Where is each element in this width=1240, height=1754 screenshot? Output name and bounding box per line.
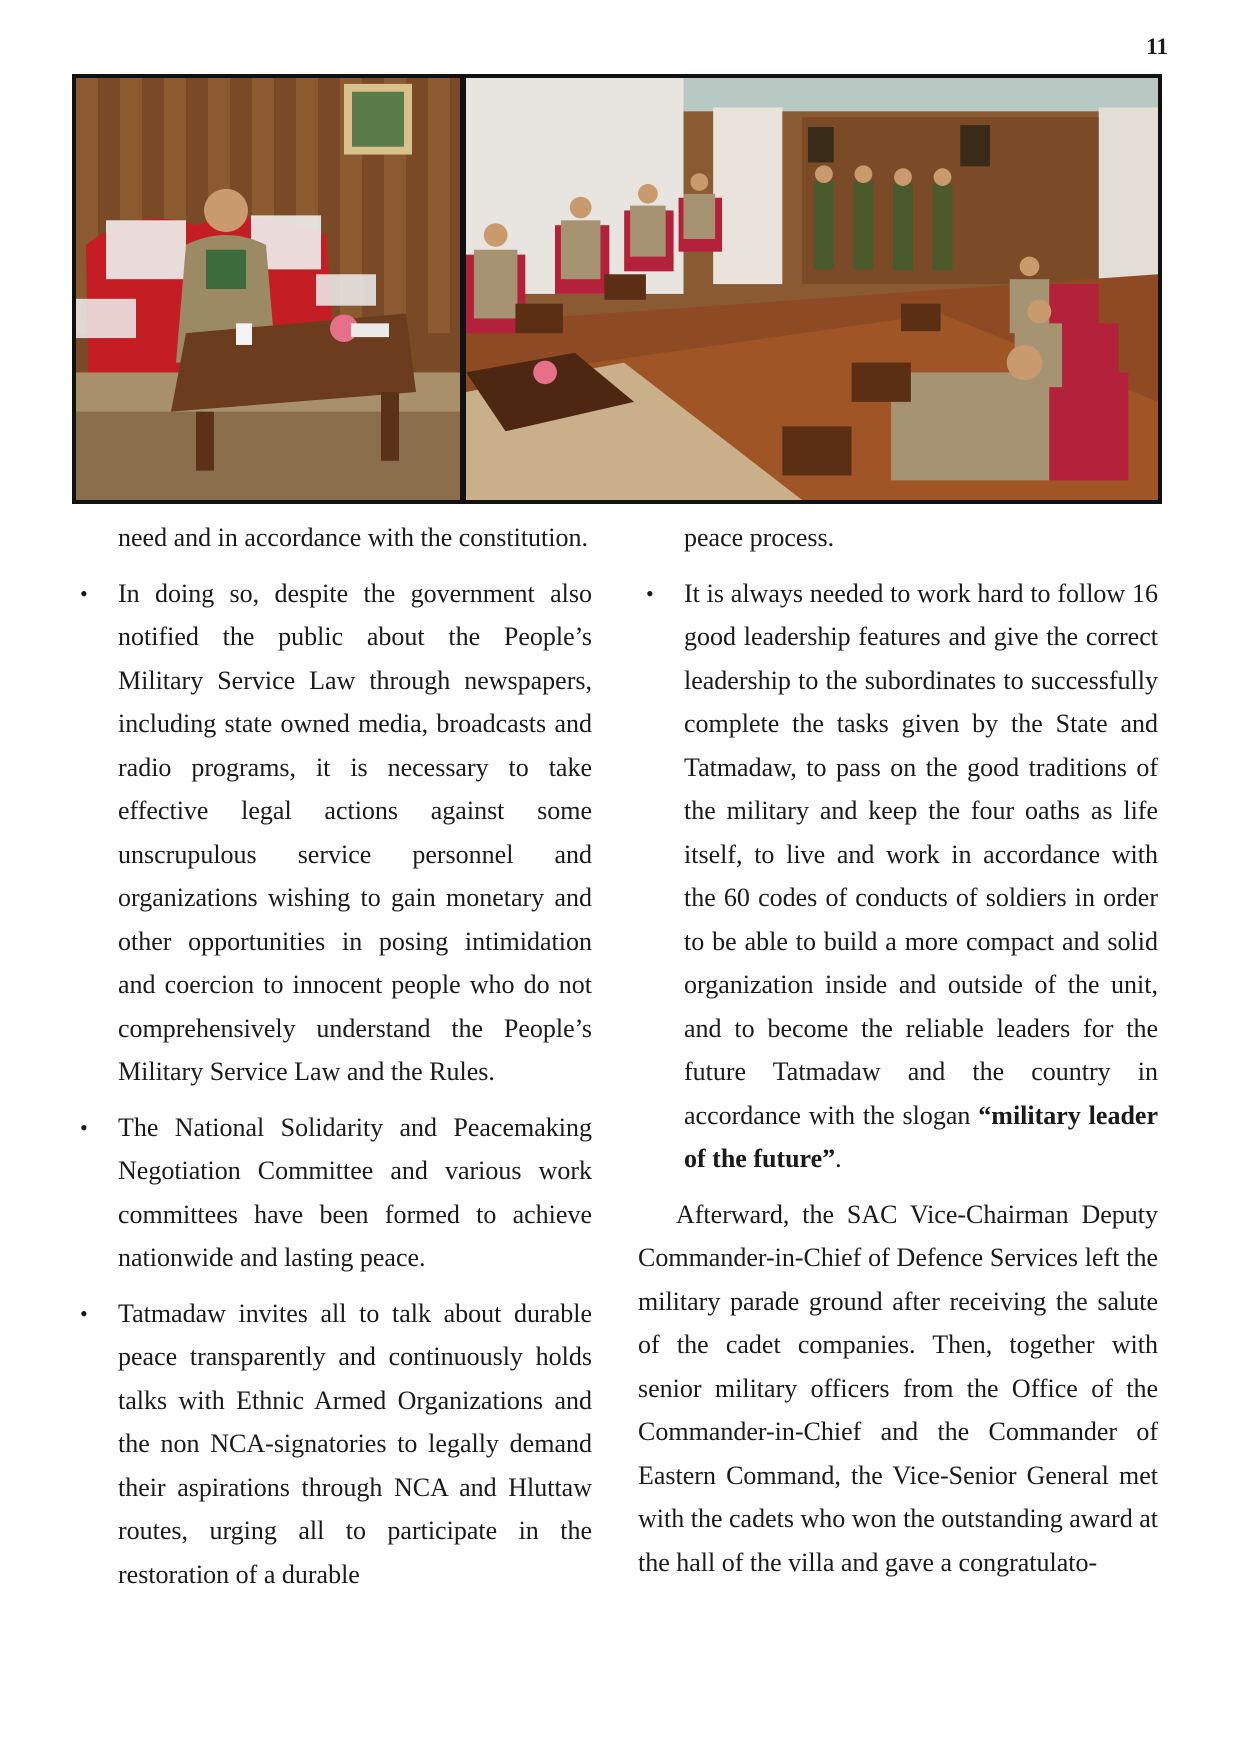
bullet-text: It is always needed to work hard to follow 16 good leadership features and give the correct leadership to the subordinates to successfully complete the tasks given by the State and Tatmadaw, to pass on the good traditions of the military and keep the four oaths as life itself, to live and work in accordance with the 60 codes of conducts of soldiers in order to be able to build a more compact and solid organization inside and outside of the unit, and to become the reliable leaders for the future Tatmadaw and the country in accordance with the slogan	[684, 578, 1158, 1130]
bullet-dot: •	[80, 580, 88, 606]
bullet-durable-peace	[72, 1292, 592, 1597]
bullet-text: The National Solidarity and Peacemaking Negotiation Committee and various work committees have been formed to achieve nationwide and lasting peace.	[118, 1112, 592, 1272]
bullet-dot: •	[80, 1300, 88, 1326]
bullet-military-service-law	[72, 572, 592, 1094]
afterward-paragraph: Afterward, the SAC Vice-Chairman Deputy Commander-in-Chief of Defence Services left the military parade ground after receiving the salute of the cadet companies. Then, together with senior military officers from the Office of the Commander-in-Chief and the Commander of Eastern Command, the Vice-Senior General met with the cadets who won the outstanding award at the hall of the villa and gave a congratulato-	[638, 1199, 1158, 1577]
photo-frame	[72, 74, 1162, 504]
left-column	[72, 516, 592, 1596]
right-column	[638, 516, 1158, 1584]
bullet-end: .	[835, 1144, 842, 1173]
bullet-text: Tatmadaw invites all to talk about durable peace transparently and continuously holds talks with Ethnic Armed Organizations and the non NCA-signatories to legally demand their aspirations through NCA and Hluttaw routes, urging all to participate in the restoration of a durable	[118, 1298, 592, 1589]
page-number: 11	[1146, 34, 1168, 59]
bullet-dot: •	[646, 580, 654, 606]
photo-meeting-group	[466, 78, 1158, 500]
bullet-leadership	[638, 572, 1158, 1181]
bullet-dot: •	[80, 1114, 88, 1140]
right-continuation: peace process.	[684, 523, 835, 552]
photo-meeting-single	[76, 78, 460, 500]
left-continuation: need and in accordance with the constitution.	[118, 523, 589, 552]
slogan-bold: “military leader of the future”	[684, 1100, 1158, 1173]
bullet-peacemaking-committee	[72, 1106, 592, 1280]
bullet-text: In doing so, despite the government also notified the public about the People’s Military Service Law through newspapers, including state owned media, broadcasts and radio programs, it is necessary to take effective legal actions against some unscrupulous service personnel and organizations wishing to gain monetary and other opportunities in posing intimidation and coercion to innocent people who do not comprehensively understand the People’s Military Service Law and the Rules.	[118, 578, 592, 1086]
